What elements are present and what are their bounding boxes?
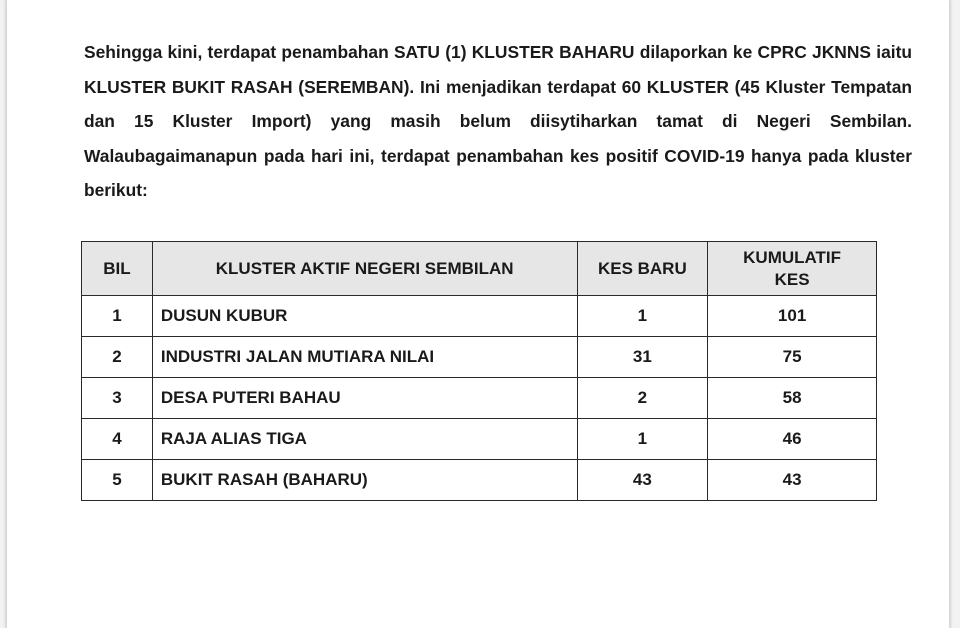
header-cluster-name: KLUSTER AKTIF NEGERI SEMBILAN xyxy=(152,242,577,296)
row-cluster-name: BUKIT RASAH (BAHARU) xyxy=(152,460,577,501)
row-bil: 1 xyxy=(82,296,153,337)
table-row xyxy=(82,378,877,419)
row-cumulative: 46 xyxy=(708,419,877,460)
table-row xyxy=(82,296,877,337)
cluster-table xyxy=(81,241,877,501)
header-cumulative-line2: KES xyxy=(774,269,810,289)
table-row xyxy=(82,460,877,501)
row-new-cases: 1 xyxy=(577,296,708,337)
row-new-cases: 2 xyxy=(577,378,708,419)
row-new-cases: 31 xyxy=(577,337,708,378)
table-header-row xyxy=(82,242,877,296)
row-cumulative: 101 xyxy=(708,296,877,337)
row-cluster-name: DESA PUTERI BAHAU xyxy=(152,378,577,419)
row-bil: 3 xyxy=(82,378,153,419)
table-row xyxy=(82,337,877,378)
row-new-cases: 43 xyxy=(577,460,708,501)
row-cumulative: 58 xyxy=(708,378,877,419)
header-cumulative xyxy=(708,242,877,296)
row-new-cases: 1 xyxy=(577,419,708,460)
table-row xyxy=(82,419,877,460)
document-page xyxy=(6,0,950,628)
header-new-cases: KES BARU xyxy=(577,242,708,296)
row-bil: 5 xyxy=(82,460,153,501)
row-bil: 2 xyxy=(82,337,153,378)
row-cluster-name: RAJA ALIAS TIGA xyxy=(152,419,577,460)
row-cumulative: 75 xyxy=(708,337,877,378)
header-cumulative-line1: KUMULATIF xyxy=(743,247,842,267)
header-bil: BIL xyxy=(82,242,153,296)
row-cumulative: 43 xyxy=(708,460,877,501)
row-bil: 4 xyxy=(82,419,153,460)
row-cluster-name: INDUSTRI JALAN MUTIARA NILAI xyxy=(152,337,577,378)
intro-paragraph: Sehingga kini, terdapat penambahan SATU (1) KLUSTER BAHARU dilaporkan ke CPRC JKNNS iaitu KLUSTER BUKIT RASAH (SEREMBAN). Ini menjadikan terdapat 60 KLUSTER (45 Kluster Tempatan dan 15 Kluster Import) yang masih belum diisytiharkan tamat di Negeri Sembilan. Walaubagaimanapun pada hari ini, terdapat penambahan kes positif COVID-19 hanya pada kluster berikut: xyxy=(84,42,912,200)
row-cluster-name: DUSUN KUBUR xyxy=(152,296,577,337)
